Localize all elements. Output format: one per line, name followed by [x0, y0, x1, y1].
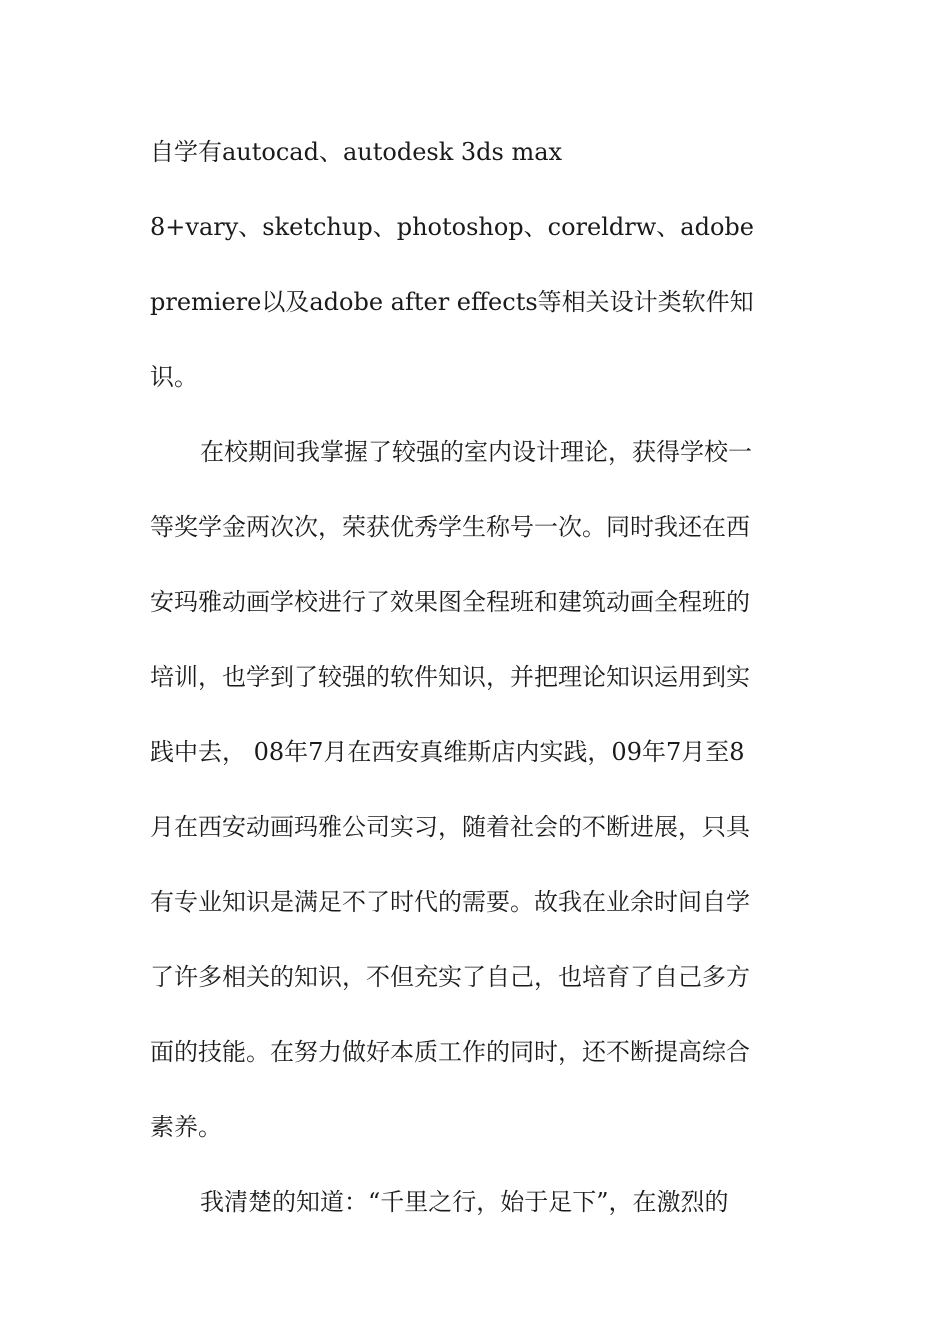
text-line-4: 识。 — [150, 363, 198, 391]
text-line-13: 面的技能。在努力做好本质工作的同时，还不断提高综合 — [150, 1038, 750, 1066]
document-body — [150, 115, 800, 1240]
paragraph-3-line-1: 我清楚的知道：“千里之行，始于足下”，在激烈的 — [200, 1188, 729, 1216]
text-line-8: 培训，也学到了较强的软件知识，并把理论知识运用到实 — [150, 663, 750, 691]
text-line-9: 践中去， 08年7月在西安真维斯店内实践，09年7月至8 — [150, 738, 745, 766]
text-line-2: 8+vary、sketchup、photoshop、coreldrw、adobe — [150, 213, 754, 241]
text-line-12: 了许多相关的知识，不但充实了自己，也培育了自己多方 — [150, 963, 750, 991]
text-line-3: premiere以及adobe after effects等相关设计类软件知 — [150, 288, 754, 316]
text-line-11: 有专业知识是满足不了时代的需要。故我在业余时间自学 — [150, 888, 750, 916]
text-line-14: 素养。 — [150, 1113, 222, 1141]
text-line-6: 等奖学金两次次，荣获优秀学生称号一次。同时我还在西 — [150, 513, 750, 541]
text-line-10: 月在西安动画玛雅公司实习，随着社会的不断进展，只具 — [150, 813, 750, 841]
text-line-1: 自学有autocad、autodesk 3ds max — [150, 138, 563, 166]
text-line-7: 安玛雅动画学校进行了效果图全程班和建筑动画全程班的 — [150, 588, 750, 616]
paragraph-2-line-1: 在校期间我掌握了较强的室内设计理论，获得学校一 — [200, 438, 752, 466]
